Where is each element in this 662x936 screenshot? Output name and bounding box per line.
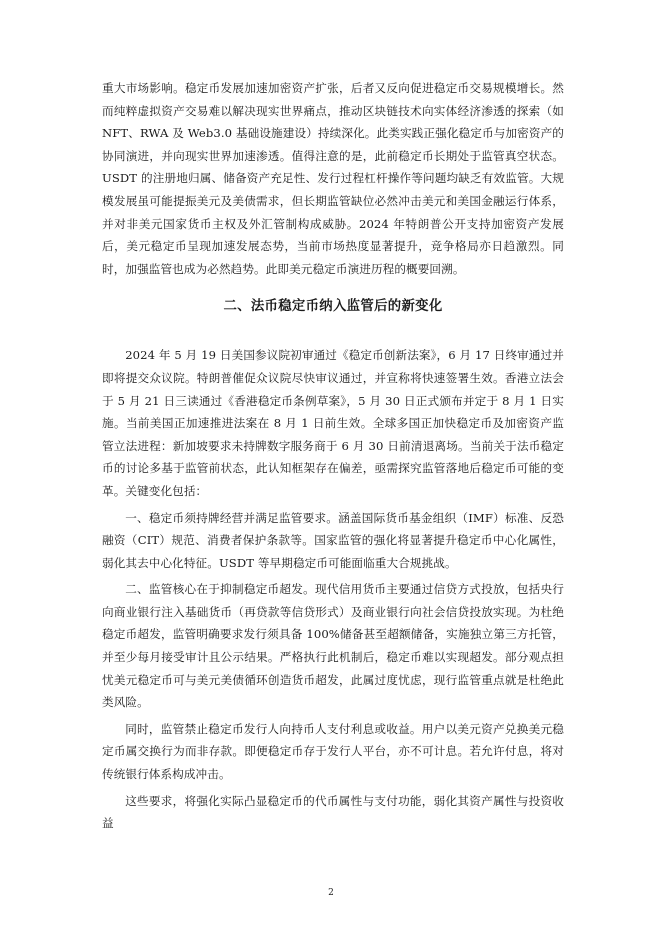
section-heading: 二、法币稳定币纳入监管后的新变化 [223,299,443,315]
document-body [102,77,564,835]
body-paragraph-point-one: 一、稳定币须持牌经营并满足监管要求。涵盖国际货币基金组织（IMF）标准、反恐融资（CIT）规范、消费者保护条款等。国家监管的强化将显著提升稳定币中心化属性，弱化其去中心化特征。USDT 等早期稳定币可能面临重大合规挑战。 [102,510,564,570]
body-paragraph-legislation: 2024 年 5 月 19 日美国参议院初审通过《稳定币创新法案》，6 月 17 日终审通过并即将提交众议院。特朗普催促众议院尽快审议通过，并宣称将快速签署生效。香港立法会于 5 月 21 日三读通过《香港稳定币条例草案》，5 月 30 日正式颁布并定于 8 月 1 日实施。当前美国正加速推进法案在 8 月 1 日前生效。全球多国正加快稳定币及加密资产监管立法进程：新加坡要求未持牌数字服务商于 6 月 30 日前清退离场。当前关于法币稳定币的讨论多基于监管前状态，此认知框架存在偏差，亟需探究监管落地后稳定币可能的变革。关键变化包括： [102,348,564,498]
page-number: 2 [328,888,334,898]
body-paragraph-interest-ban: 同时，监管禁止稳定币发行人向持币人支付利息或收益。用户以美元资产兑换美元稳定币属交换行为而非存款。即便稳定币存于发行人平台，亦不可计息。若允许付息，将对传统银行体系构成冲击。 [102,721,564,782]
body-paragraph-intro: 重大市场影响。稳定币发展加速加密资产扩张，后者又反向促进稳定币交易规模增长。然而纯粹虚拟资产交易难以解决现实世界痛点，推动区块链技术向实体经济渗透的探索（如NFT、RWA 及 Web3.0 基础设施建设）持续深化。此类实践正强化稳定币与加密资产的协同演进，并向现实世界加速渗透。值得注意的是，此前稳定币长期处于监管真空状态。USDT 的注册地归属、储备资产充足性、发行过程杠杆操作等问题均缺乏有效监管。大规模发展虽可能提振美元及美债需求，但长期监管缺位必然冲击美元和美国金融运行体系，并对非美元国家货币主权及外汇管制构成威胁。2024 年特朗普公开支持加密资产发展后，美元稳定币呈现加速发展态势，当前市场热度显著提升，竞争格局亦日趋激烈。同时，加强监管也成为必然趋势。此即美元稳定币演进历程的概要回溯。 [102,81,564,276]
spacer [102,332,564,344]
body-paragraph-point-two: 二、监管核心在于抑制稳定币超发。现代信用货币主要通过信贷方式投放，包括央行向商业银行注入基础货币（再贷款等信贷形式）及商业银行向社会信贷投放实现。为杜绝稳定币超发，监管明确要求发行须具备 100%储备甚至超额储备，实施独立第三方托管，并至少每月接受审计且公示结果。严格执行此机制后，稳定币难以实现超发。部分观点担忧美元稳定币可与美元美债循环创造货币超发，此属过度忧虑，现行监管重点就是杜绝此类风险。 [102,582,564,710]
body-paragraph-requirements: 这些要求，将强化实际凸显稳定币的代币属性与支付功能，弱化其资产属性与投资收益 [102,793,564,831]
